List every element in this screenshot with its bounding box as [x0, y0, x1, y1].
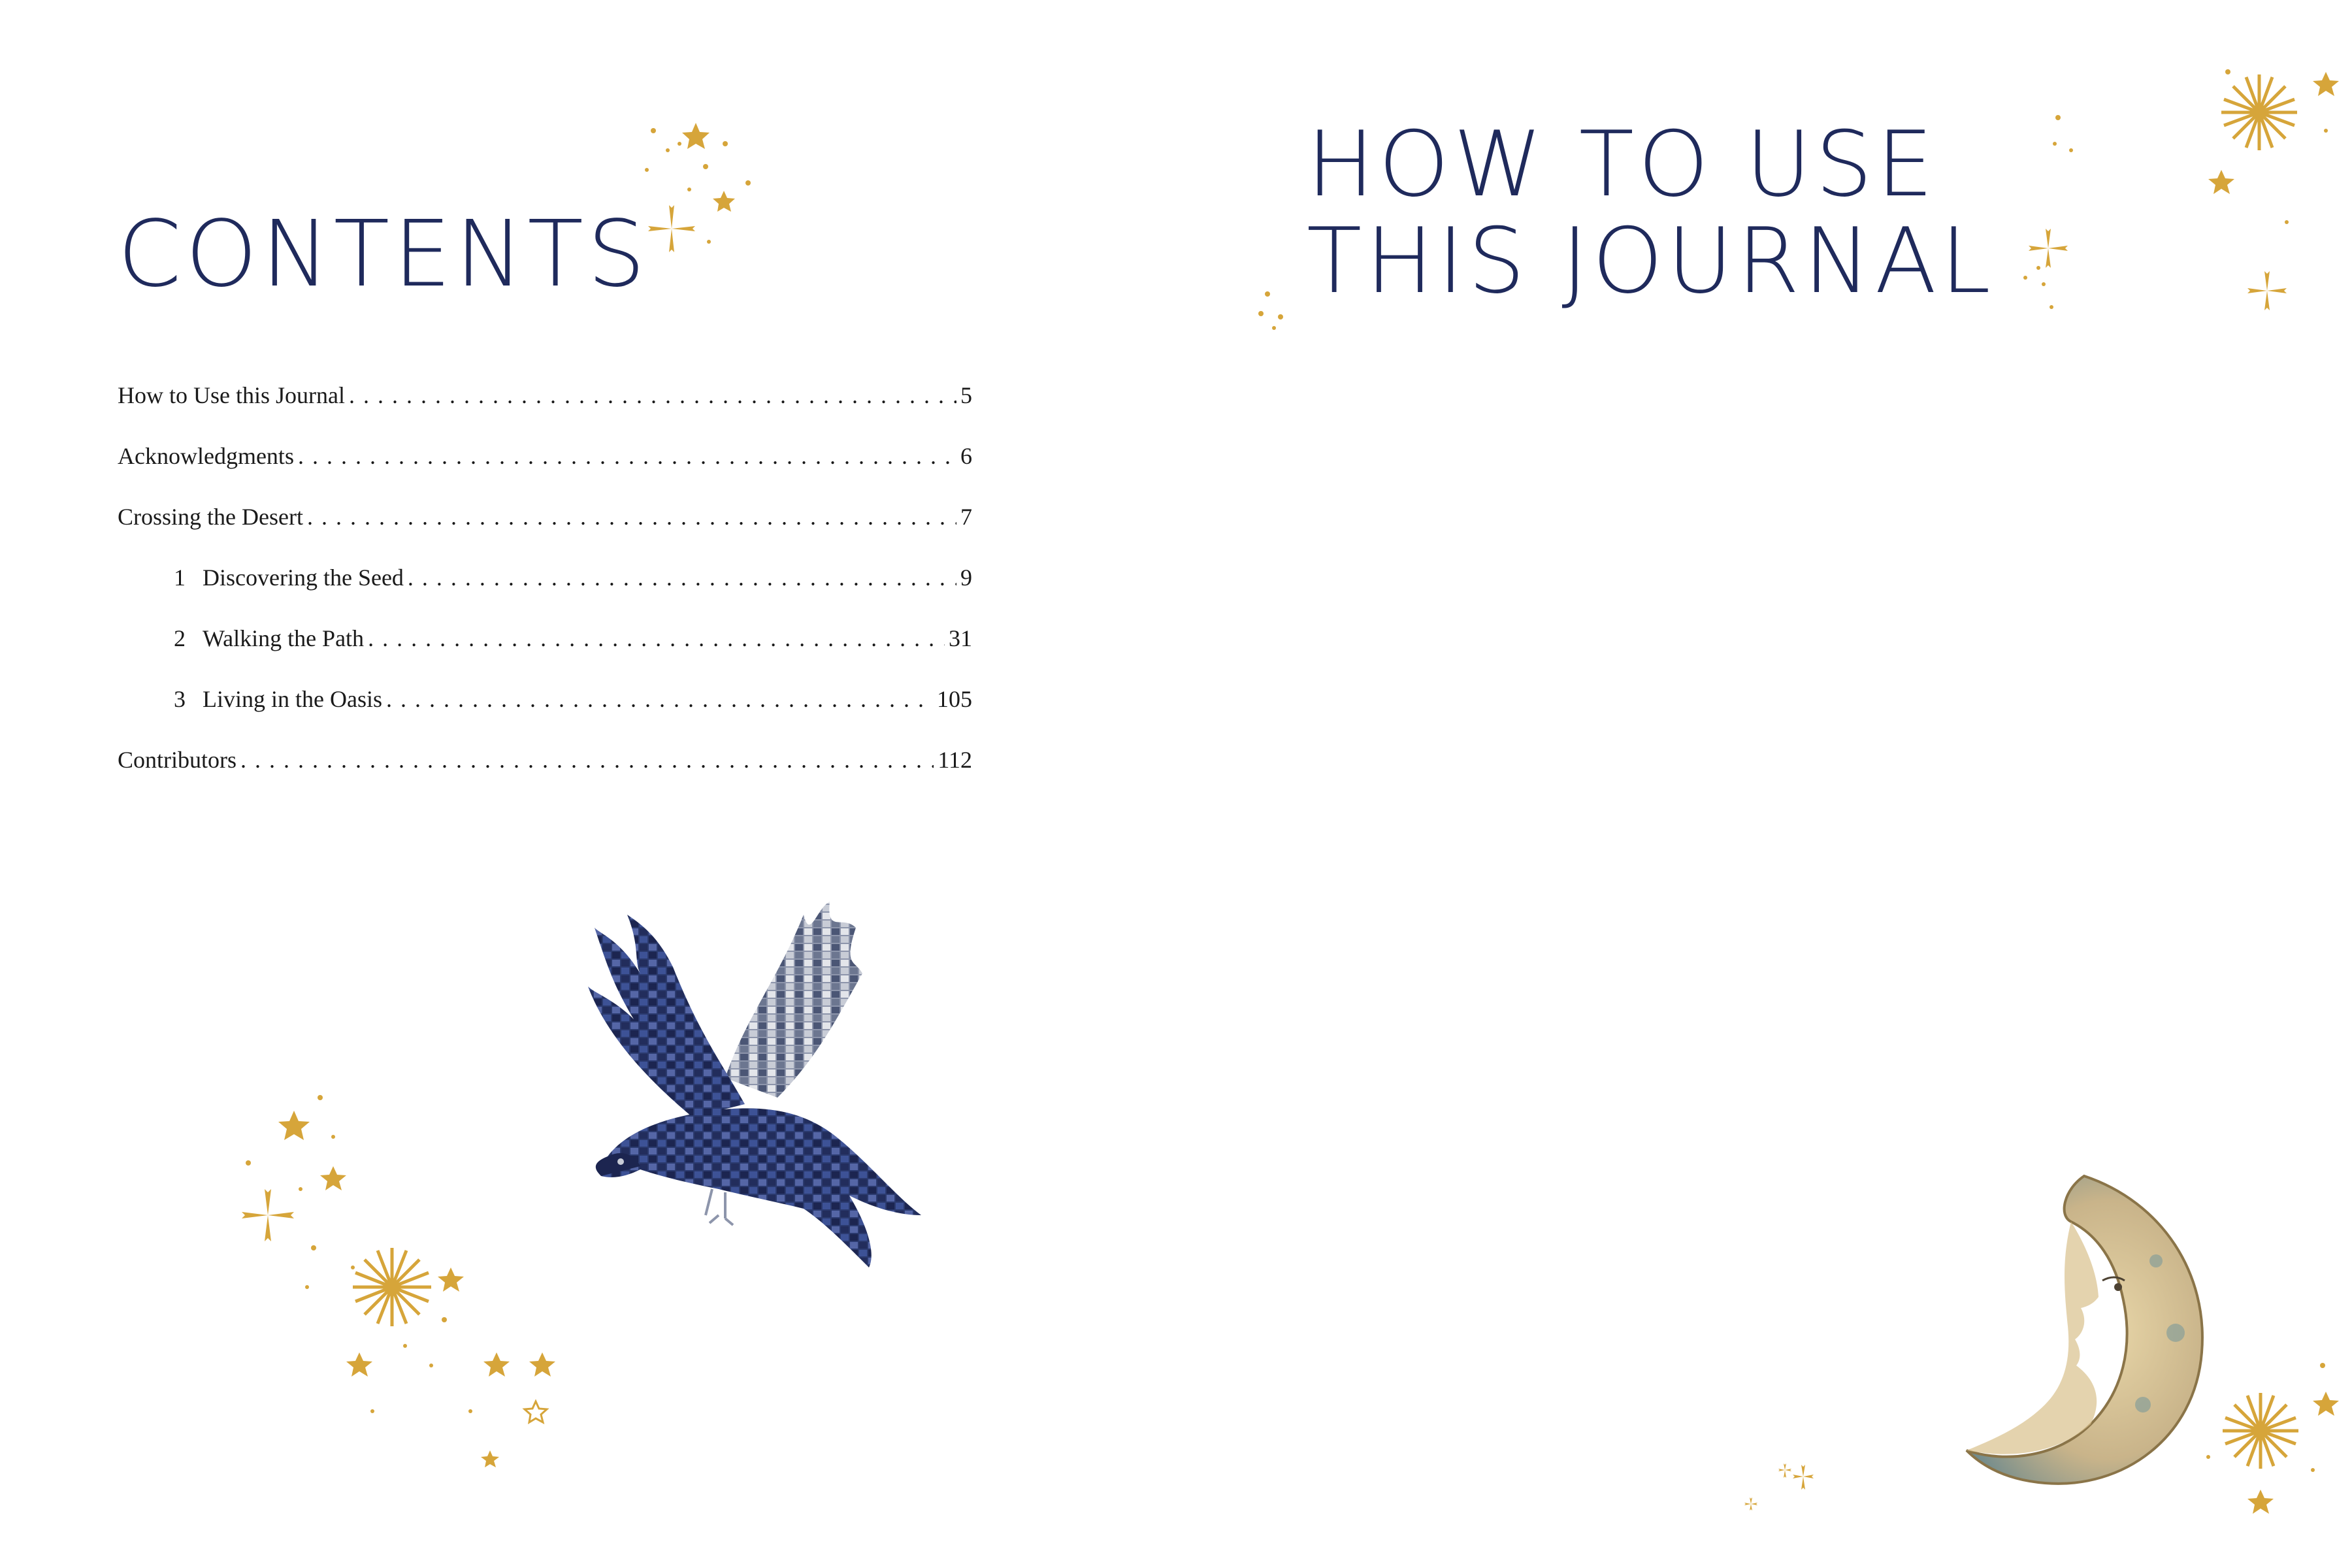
crescent-moon-face-icon — [1947, 1163, 2221, 1503]
gold-dots-icon — [1254, 287, 1307, 340]
toc-label: Contributors — [118, 747, 237, 773]
toc-page-number: 112 — [938, 747, 972, 773]
title-line-1: HOW TO USE — [1307, 112, 1938, 217]
toc-entry[interactable] — [118, 685, 972, 746]
toc-entry[interactable] — [118, 746, 972, 807]
toc-page-number: 5 — [960, 382, 972, 408]
gold-stars-top-icon — [1960, 52, 2352, 327]
toc-label: Walking the Path — [203, 625, 365, 651]
gold-constellation-icon — [235, 1071, 601, 1477]
toc-entry[interactable] — [118, 625, 972, 685]
right-page — [1176, 0, 2352, 1568]
toc-page-number: 105 — [937, 686, 972, 712]
small-sparkles-icon — [1738, 1463, 1816, 1516]
toc-label: Discovering the Seed — [203, 564, 404, 591]
toc-page-number: 6 — [960, 443, 972, 469]
toc-leader-dots — [368, 625, 945, 652]
toc-label: How to Use this Journal — [118, 382, 345, 408]
toc-page-number: 9 — [960, 564, 972, 591]
toc-leader-dots — [298, 442, 956, 470]
toc-label: Living in the Oasis — [203, 686, 382, 712]
toc-chapter-number: 2 — [174, 625, 186, 651]
toc-entry[interactable] — [118, 564, 972, 625]
toc-leader-dots — [240, 746, 934, 774]
toc-leader-dots — [386, 685, 933, 713]
toc-leader-dots — [408, 564, 956, 591]
toc-chapter-number: 3 — [174, 686, 186, 712]
toc-page-number: 7 — [960, 504, 972, 530]
toc-leader-dots — [349, 382, 956, 409]
toc-label: Crossing the Desert — [118, 504, 303, 530]
toc-entry[interactable] — [118, 503, 972, 564]
how-to-use-title — [1307, 112, 1995, 314]
toc-leader-dots — [307, 503, 956, 531]
toc-page-number: 31 — [949, 625, 972, 651]
toc-label: Acknowledgments — [118, 443, 294, 469]
toc-entry[interactable] — [118, 382, 972, 442]
toc-entry[interactable] — [118, 442, 972, 503]
title-line-2: THIS JOURNAL — [1307, 208, 1995, 314]
contents-title: CONTENTS — [118, 201, 649, 308]
gold-stars-bottom-icon — [2195, 1352, 2352, 1522]
toc-chapter-number: 1 — [174, 564, 186, 591]
table-of-contents — [118, 382, 972, 807]
gold-stars-icon — [627, 105, 797, 274]
